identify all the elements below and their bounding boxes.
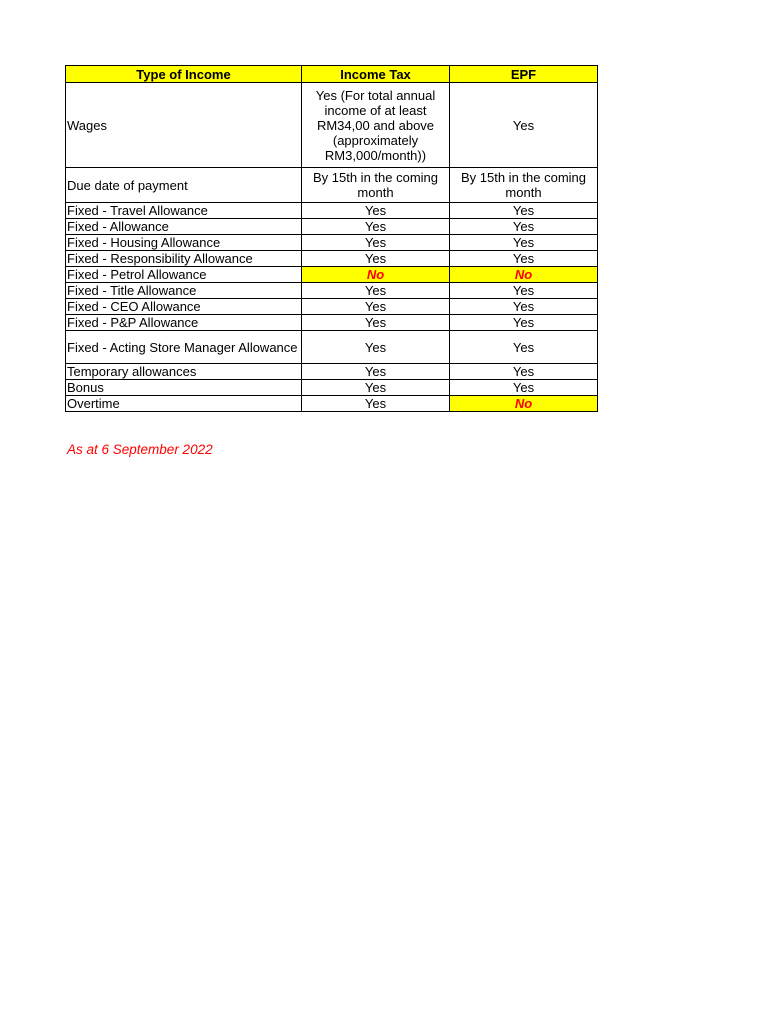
- table-row: [66, 315, 598, 331]
- epf-cell: Yes: [450, 364, 598, 380]
- epf-cell: Yes: [450, 380, 598, 396]
- income-tax-cell: Yes (For total annual income of at least RM34,00 and above (approximately RM3,000/month)): [302, 83, 450, 168]
- income-type-cell: Fixed - Allowance: [66, 219, 302, 235]
- income-type-cell: Fixed - Responsibility Allowance: [66, 251, 302, 267]
- income-tax-cell: Yes: [302, 219, 450, 235]
- income-type-cell: Due date of payment: [66, 168, 302, 203]
- table-header-row: [66, 66, 598, 83]
- income-tax-cell: Yes: [302, 396, 450, 412]
- income-type-cell: Fixed - P&P Allowance: [66, 315, 302, 331]
- income-type-cell: Fixed - Title Allowance: [66, 283, 302, 299]
- table-row: [66, 364, 598, 380]
- income-epf-table: [65, 65, 598, 412]
- income-tax-cell: Yes: [302, 299, 450, 315]
- income-tax-cell: Yes: [302, 364, 450, 380]
- table-row: [66, 203, 598, 219]
- table-row: [66, 396, 598, 412]
- income-type-cell: Bonus: [66, 380, 302, 396]
- income-tax-cell: Yes: [302, 283, 450, 299]
- income-type-cell: Fixed - CEO Allowance: [66, 299, 302, 315]
- income-tax-cell: By 15th in the coming month: [302, 168, 450, 203]
- income-tax-cell: Yes: [302, 315, 450, 331]
- epf-cell: Yes: [450, 331, 598, 364]
- income-tax-cell: Yes: [302, 203, 450, 219]
- table-row: [66, 219, 598, 235]
- income-type-cell: Fixed - Acting Store Manager Allowance: [66, 331, 302, 364]
- income-type-cell: Wages: [66, 83, 302, 168]
- table-row: [66, 168, 598, 203]
- income-tax-cell: Yes: [302, 235, 450, 251]
- epf-cell-no: No: [450, 267, 598, 283]
- epf-cell: Yes: [450, 315, 598, 331]
- epf-cell: Yes: [450, 235, 598, 251]
- table-row: [66, 283, 598, 299]
- table-row: [66, 235, 598, 251]
- income-type-cell: Fixed - Travel Allowance: [66, 203, 302, 219]
- header-income-tax: Income Tax: [302, 66, 450, 83]
- income-tax-cell: Yes: [302, 380, 450, 396]
- epf-cell: By 15th in the coming month: [450, 168, 598, 203]
- table-row: [66, 299, 598, 315]
- income-type-cell: Overtime: [66, 396, 302, 412]
- epf-cell: Yes: [450, 83, 598, 168]
- table-row: [66, 267, 598, 283]
- income-tax-cell: Yes: [302, 251, 450, 267]
- as-at-date-note: As at 6 September 2022: [67, 442, 213, 457]
- income-tax-cell: Yes: [302, 331, 450, 364]
- epf-cell: Yes: [450, 299, 598, 315]
- epf-cell: Yes: [450, 203, 598, 219]
- income-table-sheet: [65, 65, 597, 412]
- epf-cell: Yes: [450, 219, 598, 235]
- table-row: [66, 251, 598, 267]
- table-row: [66, 380, 598, 396]
- header-type-of-income: Type of Income: [66, 66, 302, 83]
- income-type-cell: Fixed - Housing Allowance: [66, 235, 302, 251]
- table-row: [66, 83, 598, 168]
- income-type-cell: Temporary allowances: [66, 364, 302, 380]
- epf-cell: Yes: [450, 251, 598, 267]
- epf-cell: Yes: [450, 283, 598, 299]
- header-epf: EPF: [450, 66, 598, 83]
- epf-cell-no: No: [450, 396, 598, 412]
- table-row: [66, 331, 598, 364]
- income-type-cell: Fixed - Petrol Allowance: [66, 267, 302, 283]
- income-tax-cell-no: No: [302, 267, 450, 283]
